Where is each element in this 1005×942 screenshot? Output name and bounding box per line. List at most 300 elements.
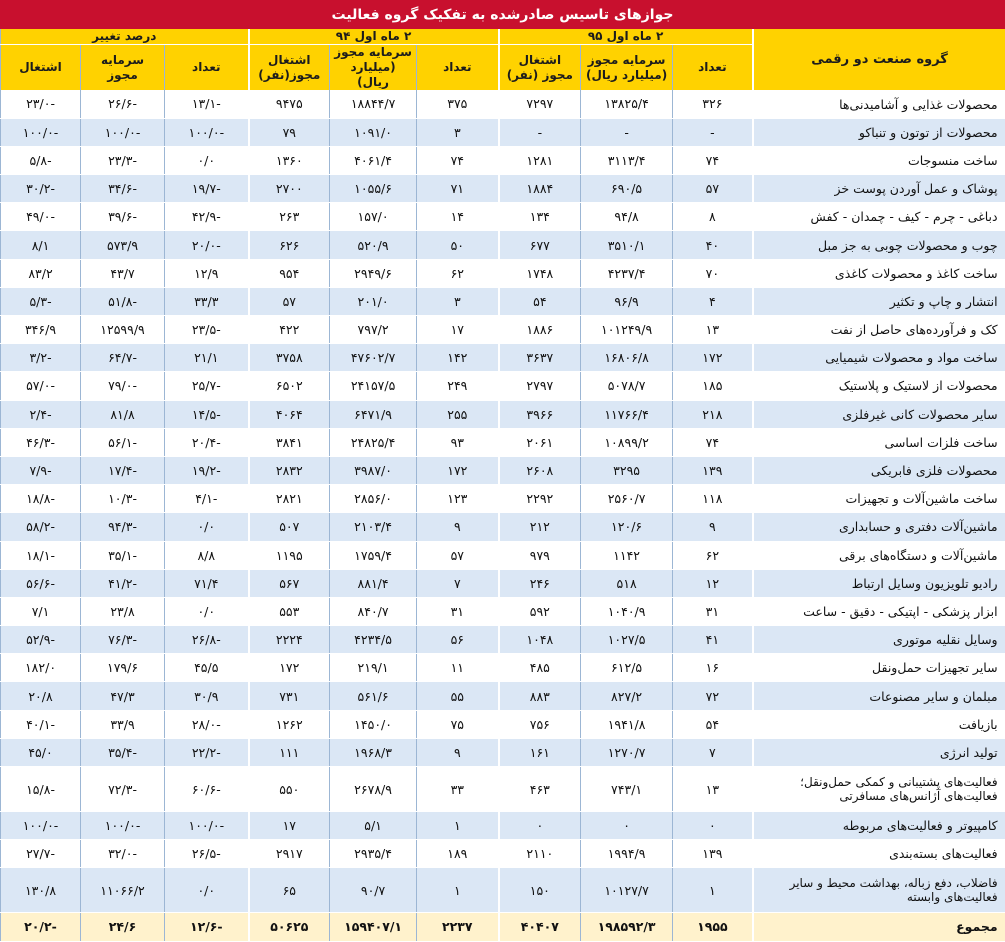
- cell-change-employment: -۴۹/۰: [1, 203, 81, 231]
- cell-p94-capital: ۱۴۵۰/۰: [330, 710, 417, 738]
- cell-change-count: -۱۲/۶: [165, 913, 249, 941]
- cell-p95-capital: ۷۴۳/۱: [581, 767, 673, 812]
- cell-p94-count: ۱۴: [417, 203, 499, 231]
- cell-change-capital: ۳۳/۹: [81, 710, 165, 738]
- cell-p94-capital: ۷۹۷/۲: [330, 316, 417, 344]
- row-label: دباغی - چرم - کیف - چمدان - کفش: [753, 203, 1005, 231]
- cell-p94-count: ۲۵۵: [417, 400, 499, 428]
- cell-change-employment: ۱۳۰/۸: [1, 868, 81, 913]
- cell-p94-capital: ۲۹۳۵/۴: [330, 840, 417, 868]
- cell-p95-count: ۰: [673, 812, 753, 840]
- cell-change-employment: ۸۳/۲: [1, 259, 81, 287]
- cell-p94-capital: ۲۹۴۹/۶: [330, 259, 417, 287]
- table-row: [1, 812, 1005, 840]
- table-row: [1, 259, 1005, 287]
- cell-p95-capital: ۱۰۸۹۹/۲: [581, 428, 673, 456]
- cell-p95-count: ۱۶: [673, 654, 753, 682]
- table-row: [1, 738, 1005, 766]
- row-label: پوشاک و عمل آوردن پوست خز: [753, 175, 1005, 203]
- table-row: [1, 868, 1005, 913]
- cell-change-count: -۲۵/۷: [165, 372, 249, 400]
- cell-p95-capital: ۳۱۱۳/۴: [581, 146, 673, 174]
- cell-p95-count: ۷۴: [673, 428, 753, 456]
- cell-change-capital: -۲۶/۶: [81, 90, 165, 118]
- cell-change-employment: -۲/۴: [1, 400, 81, 428]
- cell-p95-count: ۵۴: [673, 710, 753, 738]
- cell-p94-employment: ۵۵۳: [249, 597, 330, 625]
- cell-change-employment: -۲۰/۲: [1, 913, 81, 941]
- row-label: ساخت کاغذ و محصولات کاغذی: [753, 259, 1005, 287]
- cell-change-employment: -۱۵/۸: [1, 767, 81, 812]
- row-label: کک و فرآورده‌های حاصل از نفت: [753, 316, 1005, 344]
- cell-p95-capital: ۱۲۷۰/۷: [581, 738, 673, 766]
- row-label: سایر محصولات کانی غیرفلزی: [753, 400, 1005, 428]
- cell-p95-capital: ۶۹۰/۵: [581, 175, 673, 203]
- cell-p95-capital: ۸۲۷/۲: [581, 682, 673, 710]
- cell-change-count: -۱۴/۵: [165, 400, 249, 428]
- cell-change-count: ۰/۰: [165, 146, 249, 174]
- cell-p94-employment: ۷۹: [249, 118, 330, 146]
- cell-change-capital: -۶۴/۷: [81, 344, 165, 372]
- cell-p94-employment: ۱۱۱: [249, 738, 330, 766]
- cell-change-employment: ۲۰/۸: [1, 682, 81, 710]
- cell-change-capital: ۲۳/۸: [81, 597, 165, 625]
- cell-p95-capital: ۵۱۸: [581, 569, 673, 597]
- row-label: محصولات غذایی و آشامیدنی‌ها: [753, 90, 1005, 118]
- cell-change-capital: -۱۰۰/۰: [81, 118, 165, 146]
- cell-p94-employment: ۱۷: [249, 812, 330, 840]
- cell-p94-capital: ۲۱۹/۱: [330, 654, 417, 682]
- table-row: [1, 372, 1005, 400]
- cell-p95-employment: ۲۱۱۰: [499, 840, 581, 868]
- cell-change-employment: ۳۴۶/۹: [1, 316, 81, 344]
- cell-p95-employment: ۲۰۶۱: [499, 428, 581, 456]
- cell-change-employment: -۳۰/۲: [1, 175, 81, 203]
- cell-change-employment: ۴۵/۰: [1, 738, 81, 766]
- cell-p94-capital: ۱۹۶۸/۳: [330, 738, 417, 766]
- cell-p94-count: ۵۶: [417, 626, 499, 654]
- cell-p94-employment: ۵۷: [249, 287, 330, 315]
- cell-p95-count: ۲۱۸: [673, 400, 753, 428]
- cell-p95-count: ۳۲۶: [673, 90, 753, 118]
- row-label: محصولات فلزی فابریکی: [753, 456, 1005, 484]
- cell-p94-employment: ۵۶۷: [249, 569, 330, 597]
- cell-p94-count: ۱۱: [417, 654, 499, 682]
- cell-change-count: -۲۶/۸: [165, 626, 249, 654]
- cell-change-employment: -۴۰/۱: [1, 710, 81, 738]
- cell-change-capital: ۴۷/۳: [81, 682, 165, 710]
- cell-p95-count: ۸: [673, 203, 753, 231]
- cell-p94-employment: ۵۰۶۲۵: [249, 913, 330, 941]
- cell-p94-capital: ۲۴۸۲۵/۴: [330, 428, 417, 456]
- col-p94-employment: اشتغال مجوز(نفر): [249, 45, 330, 91]
- cell-p94-count: ۷۴: [417, 146, 499, 174]
- row-label: فعالیت‌های بسته‌بندی: [753, 840, 1005, 868]
- row-label: ساخت مواد و محصولات شیمیایی: [753, 344, 1005, 372]
- cell-change-count: -۲۶/۵: [165, 840, 249, 868]
- cell-p94-capital: ۱۸۸۴۴/۷: [330, 90, 417, 118]
- table-row: [1, 626, 1005, 654]
- cell-change-capital: -۵۱/۸: [81, 287, 165, 315]
- cell-change-count: -۱۰۰/۰: [165, 812, 249, 840]
- cell-p95-capital: ۹۴/۸: [581, 203, 673, 231]
- cell-p95-employment: ۱۳۴: [499, 203, 581, 231]
- cell-p95-capital: ۰: [581, 812, 673, 840]
- cell-p95-employment: ۰: [499, 812, 581, 840]
- cell-p95-capital: ۱۹۸۵۹۲/۳: [581, 913, 673, 941]
- cell-p95-capital: ۵۰۷۸/۷: [581, 372, 673, 400]
- table-row: [1, 146, 1005, 174]
- cell-change-count: ۱۲/۹: [165, 259, 249, 287]
- row-label: کامپیوتر و فعالیت‌های مربوطه: [753, 812, 1005, 840]
- cell-p95-capital: ۶۱۲/۵: [581, 654, 673, 682]
- cell-p94-capital: ۲۸۵۶/۰: [330, 485, 417, 513]
- cell-p95-count: ۷۴: [673, 146, 753, 174]
- cell-p94-employment: ۳۸۴۱: [249, 428, 330, 456]
- cell-change-count: ۷۱/۴: [165, 569, 249, 597]
- cell-change-capital: -۳۵/۱: [81, 541, 165, 569]
- table-row: [1, 287, 1005, 315]
- col-change-capital: سرمایه مجوز: [81, 45, 165, 91]
- cell-change-capital: -۷۲/۳: [81, 767, 165, 812]
- cell-p95-capital: -: [581, 118, 673, 146]
- cell-p94-capital: ۶۴۷۱/۹: [330, 400, 417, 428]
- cell-p95-capital: ۱۹۹۴/۹: [581, 840, 673, 868]
- cell-change-employment: -۵/۸: [1, 146, 81, 174]
- cell-p95-employment: ۲۷۹۷: [499, 372, 581, 400]
- table-row: [1, 541, 1005, 569]
- cell-p95-capital: ۱۳۸۲۵/۴: [581, 90, 673, 118]
- row-label: ابزار پزشکی - اپتیکی - دقیق - ساعت: [753, 597, 1005, 625]
- cell-p95-capital: ۱۶۸۰۶/۸: [581, 344, 673, 372]
- cell-p95-employment: ۵۹۲: [499, 597, 581, 625]
- cell-p94-employment: ۶۲۶: [249, 231, 330, 259]
- cell-p95-count: ۴۱: [673, 626, 753, 654]
- cell-change-capital: -۳۹/۶: [81, 203, 165, 231]
- cell-p95-capital: ۱۲۰/۶: [581, 513, 673, 541]
- cell-p94-count: ۵۰: [417, 231, 499, 259]
- cell-p94-count: ۱۷۲: [417, 456, 499, 484]
- cell-p94-capital: ۲۶۷۸/۹: [330, 767, 417, 812]
- table-row: [1, 597, 1005, 625]
- cell-p94-employment: ۴۰۶۴: [249, 400, 330, 428]
- cell-change-employment: -۵/۳: [1, 287, 81, 315]
- table-row: [1, 316, 1005, 344]
- cell-p94-count: ۳: [417, 118, 499, 146]
- cell-p94-capital: ۸۴۰/۷: [330, 597, 417, 625]
- cell-p94-count: ۱۸۹: [417, 840, 499, 868]
- cell-p94-count: ۳۱: [417, 597, 499, 625]
- cell-p95-employment: ۸۸۳: [499, 682, 581, 710]
- cell-p94-employment: ۴۲۲: [249, 316, 330, 344]
- row-label: ساخت فلزات اساسی: [753, 428, 1005, 456]
- cell-p95-count: ۱۳: [673, 316, 753, 344]
- cell-p95-count: ۱۷۲: [673, 344, 753, 372]
- cell-change-employment: -۲۳/۰: [1, 90, 81, 118]
- cell-p95-capital: ۲۵۶۰/۷: [581, 485, 673, 513]
- cell-p95-employment: ۴۶۳: [499, 767, 581, 812]
- cell-p95-count: -: [673, 118, 753, 146]
- col-change-employment: اشتغال: [1, 45, 81, 91]
- cell-change-employment: -۱۸/۱: [1, 541, 81, 569]
- cell-p94-capital: ۹۰/۷: [330, 868, 417, 913]
- cell-p95-capital: ۱۱۴۲: [581, 541, 673, 569]
- cell-p95-count: ۱۲: [673, 569, 753, 597]
- cell-change-capital: -۷۶/۳: [81, 626, 165, 654]
- cell-change-count: ۰/۰: [165, 868, 249, 913]
- cell-change-employment: -۵۲/۹: [1, 626, 81, 654]
- cell-change-capital: -۳۵/۴: [81, 738, 165, 766]
- cell-p94-employment: ۱۱۹۵: [249, 541, 330, 569]
- table-row: [1, 513, 1005, 541]
- cell-p95-employment: ۳۶۳۷: [499, 344, 581, 372]
- cell-change-employment: ۸/۱: [1, 231, 81, 259]
- cell-change-employment: -۷/۹: [1, 456, 81, 484]
- cell-change-capital: ۱۲۵۹۹/۹: [81, 316, 165, 344]
- table-row: [1, 456, 1005, 484]
- cell-p94-capital: ۲۰۱/۰: [330, 287, 417, 315]
- cell-change-count: -۱۳/۱: [165, 90, 249, 118]
- cell-p94-capital: ۴۷۶۰۲/۷: [330, 344, 417, 372]
- cell-p95-employment: ۴۰۴۰۷: [499, 913, 581, 941]
- row-label: ماشین‌آلات و دستگاه‌های برقی: [753, 541, 1005, 569]
- table-row: [1, 654, 1005, 682]
- cell-p95-employment: ۱۷۴۸: [499, 259, 581, 287]
- cell-p94-employment: ۲۶۳: [249, 203, 330, 231]
- cell-p94-count: ۳۳: [417, 767, 499, 812]
- row-label: سایر تجهیزات حمل‌ونقل: [753, 654, 1005, 682]
- cell-p95-employment: ۶۷۷: [499, 231, 581, 259]
- cell-p95-capital: ۱۰۱۲۴۹/۹: [581, 316, 673, 344]
- cell-p94-count: ۳۷۵: [417, 90, 499, 118]
- cell-change-count: ۰/۰: [165, 597, 249, 625]
- table-row: [1, 428, 1005, 456]
- row-label: مجموع: [753, 913, 1005, 941]
- cell-p94-employment: ۲۹۱۷: [249, 840, 330, 868]
- table-row: [1, 344, 1005, 372]
- cell-p95-capital: ۱۰۲۷/۵: [581, 626, 673, 654]
- col-p95-capital: سرمایه مجوز (میلیارد ریال): [581, 45, 673, 91]
- cell-p94-capital: ۱۷۵۹/۴: [330, 541, 417, 569]
- cell-p95-capital: ۱۹۴۱/۸: [581, 710, 673, 738]
- cell-p94-count: ۱: [417, 868, 499, 913]
- cell-p94-count: ۲۲۳۷: [417, 913, 499, 941]
- cell-p94-count: ۹: [417, 738, 499, 766]
- table-row: [1, 231, 1005, 259]
- row-label: وسایل نقلیه موتوری: [753, 626, 1005, 654]
- cell-p95-count: ۶۲: [673, 541, 753, 569]
- cell-p94-count: ۳: [417, 287, 499, 315]
- row-label: فاضلاب، دفع زباله، بهداشت محیط و سایر فعالیت‌های وابسته: [753, 868, 1005, 913]
- table-row: [1, 400, 1005, 428]
- cell-change-count: -۲۰/۰: [165, 231, 249, 259]
- cell-change-capital: -۷۹/۰: [81, 372, 165, 400]
- col-change-count: تعداد: [165, 45, 249, 91]
- cell-change-employment: -۵۶/۶: [1, 569, 81, 597]
- cell-change-employment: -۴۶/۳: [1, 428, 81, 456]
- cell-p95-capital: ۱۱۷۶۶/۴: [581, 400, 673, 428]
- row-label: بازیافت: [753, 710, 1005, 738]
- cell-change-capital: -۱۰۰/۰: [81, 812, 165, 840]
- table-row: [1, 840, 1005, 868]
- cell-p95-employment: ۹۷۹: [499, 541, 581, 569]
- cell-p94-count: ۱۴۲: [417, 344, 499, 372]
- cell-p95-count: ۵۷: [673, 175, 753, 203]
- col-header-group-label: گروه صنعت دو رقمی: [753, 29, 1005, 90]
- cell-p94-capital: ۸۸۱/۴: [330, 569, 417, 597]
- col-group-p94: ۲ ماه اول ۹۴: [249, 29, 499, 45]
- cell-p94-employment: ۹۵۴: [249, 259, 330, 287]
- cell-p95-count: ۱۸۵: [673, 372, 753, 400]
- cell-p94-capital: ۴۲۳۴/۵: [330, 626, 417, 654]
- cell-p95-count: ۱۳۹: [673, 456, 753, 484]
- cell-p94-capital: ۲۴۱۵۷/۵: [330, 372, 417, 400]
- cell-p95-employment: ۴۸۵: [499, 654, 581, 682]
- cell-p94-employment: ۲۲۲۴: [249, 626, 330, 654]
- cell-p94-count: ۲۴۹: [417, 372, 499, 400]
- cell-p94-capital: ۳۹۸۷/۰: [330, 456, 417, 484]
- cell-p94-capital: ۱۰۹۱/۰: [330, 118, 417, 146]
- cell-change-employment: -۵۷/۰: [1, 372, 81, 400]
- cell-p94-employment: ۲۸۳۲: [249, 456, 330, 484]
- cell-p95-count: ۳۱: [673, 597, 753, 625]
- cell-p95-capital: ۹۶/۹: [581, 287, 673, 315]
- cell-change-capital: ۸۱/۸: [81, 400, 165, 428]
- cell-change-employment: ۱۸۲/۰: [1, 654, 81, 682]
- cell-change-capital: -۲۳/۳: [81, 146, 165, 174]
- cell-p95-count: ۱۱۸: [673, 485, 753, 513]
- cell-p94-capital: ۵/۱: [330, 812, 417, 840]
- cell-change-employment: -۵۸/۲: [1, 513, 81, 541]
- table-row: [1, 485, 1005, 513]
- cell-p95-count: ۷۲: [673, 682, 753, 710]
- row-label: ماشین‌آلات دفتری و حسابداری: [753, 513, 1005, 541]
- cell-change-employment: -۳/۲: [1, 344, 81, 372]
- row-label: محصولات از لاستیک و پلاستیک: [753, 372, 1005, 400]
- cell-p94-employment: ۲۷۰۰: [249, 175, 330, 203]
- cell-change-count: -۴/۱: [165, 485, 249, 513]
- cell-p95-count: ۷۰: [673, 259, 753, 287]
- cell-change-count: -۶۰/۶: [165, 767, 249, 812]
- cell-p95-capital: ۴۲۳۷/۴: [581, 259, 673, 287]
- cell-p94-capital: ۵۲۰/۹: [330, 231, 417, 259]
- cell-change-capital: ۴۳/۷: [81, 259, 165, 287]
- licenses-table: [0, 29, 1005, 942]
- cell-p94-employment: ۱۷۲: [249, 654, 330, 682]
- cell-p94-capital: ۴۰۶۱/۴: [330, 146, 417, 174]
- row-label: محصولات از توتون و تنباکو: [753, 118, 1005, 146]
- cell-p94-employment: ۵۵۰: [249, 767, 330, 812]
- table-title: جوازهای تاسیس صادرشده به تفکیک گروه فعالیت: [0, 0, 1005, 29]
- cell-p95-employment: ۵۴: [499, 287, 581, 315]
- table-row: [1, 175, 1005, 203]
- cell-p95-count: ۷: [673, 738, 753, 766]
- cell-change-count: -۴۲/۹: [165, 203, 249, 231]
- cell-p94-capital: ۵۶۱/۶: [330, 682, 417, 710]
- cell-p95-count: ۱۳: [673, 767, 753, 812]
- group-header-row: [1, 29, 1005, 45]
- table-row: [1, 203, 1005, 231]
- table-row: [1, 569, 1005, 597]
- cell-change-employment: ۷/۱: [1, 597, 81, 625]
- cell-p95-capital: ۳۵۱۰/۱: [581, 231, 673, 259]
- cell-p95-employment: ۷۵۶: [499, 710, 581, 738]
- table-row: [1, 90, 1005, 118]
- cell-change-capital: ۱۱۰۶۶/۲: [81, 868, 165, 913]
- cell-p95-employment: ۷۲۹۷: [499, 90, 581, 118]
- cell-p94-count: ۵۷: [417, 541, 499, 569]
- row-label: فعالیت‌های پشتیبانی و کمکی حمل‌ونقل؛ فعالیت‌های آژانس‌های مسافرتی: [753, 767, 1005, 812]
- cell-change-count: -۲۰/۴: [165, 428, 249, 456]
- cell-change-employment: -۱۸/۸: [1, 485, 81, 513]
- cell-change-count: -۲۸/۰: [165, 710, 249, 738]
- cell-change-employment: -۲۷/۷: [1, 840, 81, 868]
- cell-change-count: ۴۵/۵: [165, 654, 249, 682]
- col-p94-capital: سرمایه مجوز (میلیارد ریال): [330, 45, 417, 91]
- row-label: چوب و محصولات چوبی به جز مبل: [753, 231, 1005, 259]
- cell-p94-employment: ۹۴۷۵: [249, 90, 330, 118]
- cell-change-capital: -۱۷/۴: [81, 456, 165, 484]
- cell-p94-capital: ۱۵۷/۰: [330, 203, 417, 231]
- cell-p95-count: ۱۹۵۵: [673, 913, 753, 941]
- row-label: انتشار و چاپ و تکثیر: [753, 287, 1005, 315]
- col-group-p95: ۲ ماه اول ۹۵: [499, 29, 753, 45]
- row-label: تولید انرژی: [753, 738, 1005, 766]
- cell-change-employment: -۱۰۰/۰: [1, 118, 81, 146]
- cell-p94-capital: ۲۱۰۳/۴: [330, 513, 417, 541]
- cell-p94-employment: ۷۳۱: [249, 682, 330, 710]
- cell-change-capital: -۵۶/۱: [81, 428, 165, 456]
- cell-p95-count: ۹: [673, 513, 753, 541]
- cell-p95-employment: ۱۰۴۸: [499, 626, 581, 654]
- cell-p94-capital: ۱۵۹۴۰۷/۱: [330, 913, 417, 941]
- cell-change-capital: -۴۱/۲: [81, 569, 165, 597]
- cell-change-capital: -۳۲/۰: [81, 840, 165, 868]
- cell-change-count: -۲۳/۵: [165, 316, 249, 344]
- cell-change-capital: -۹۴/۳: [81, 513, 165, 541]
- table-body: [1, 90, 1005, 941]
- table-row: [1, 118, 1005, 146]
- cell-change-count: ۸/۸: [165, 541, 249, 569]
- cell-change-capital: ۵۷۳/۹: [81, 231, 165, 259]
- row-label: مبلمان و سایر مصنوعات: [753, 682, 1005, 710]
- cell-p94-count: ۶۲: [417, 259, 499, 287]
- col-p95-count: تعداد: [673, 45, 753, 91]
- cell-p94-count: ۷۵: [417, 710, 499, 738]
- cell-change-count: -۱۹/۷: [165, 175, 249, 203]
- cell-p94-count: ۷: [417, 569, 499, 597]
- cell-p95-employment: ۱۲۸۱: [499, 146, 581, 174]
- cell-p95-count: ۱: [673, 868, 753, 913]
- cell-p95-employment: ۱۵۰: [499, 868, 581, 913]
- cell-change-count: -۱۰۰/۰: [165, 118, 249, 146]
- cell-p95-employment: ۱۶۱: [499, 738, 581, 766]
- cell-p95-employment: ۲۶۰۸: [499, 456, 581, 484]
- col-p95-employment: اشتغال مجوز (نفر): [499, 45, 581, 91]
- cell-p95-employment: ۱۸۸۶: [499, 316, 581, 344]
- cell-change-count: ۳۳/۳: [165, 287, 249, 315]
- col-group-change: درصد تغییر: [1, 29, 249, 45]
- cell-change-count: ۲۱/۱: [165, 344, 249, 372]
- table-row: [1, 710, 1005, 738]
- cell-change-count: ۳۰/۹: [165, 682, 249, 710]
- cell-change-capital: -۱۰/۳: [81, 485, 165, 513]
- total-row: [1, 913, 1005, 941]
- table-row: [1, 767, 1005, 812]
- cell-p94-employment: ۱۳۶۰: [249, 146, 330, 174]
- cell-p95-employment: -: [499, 118, 581, 146]
- cell-p95-capital: ۳۲۹۵: [581, 456, 673, 484]
